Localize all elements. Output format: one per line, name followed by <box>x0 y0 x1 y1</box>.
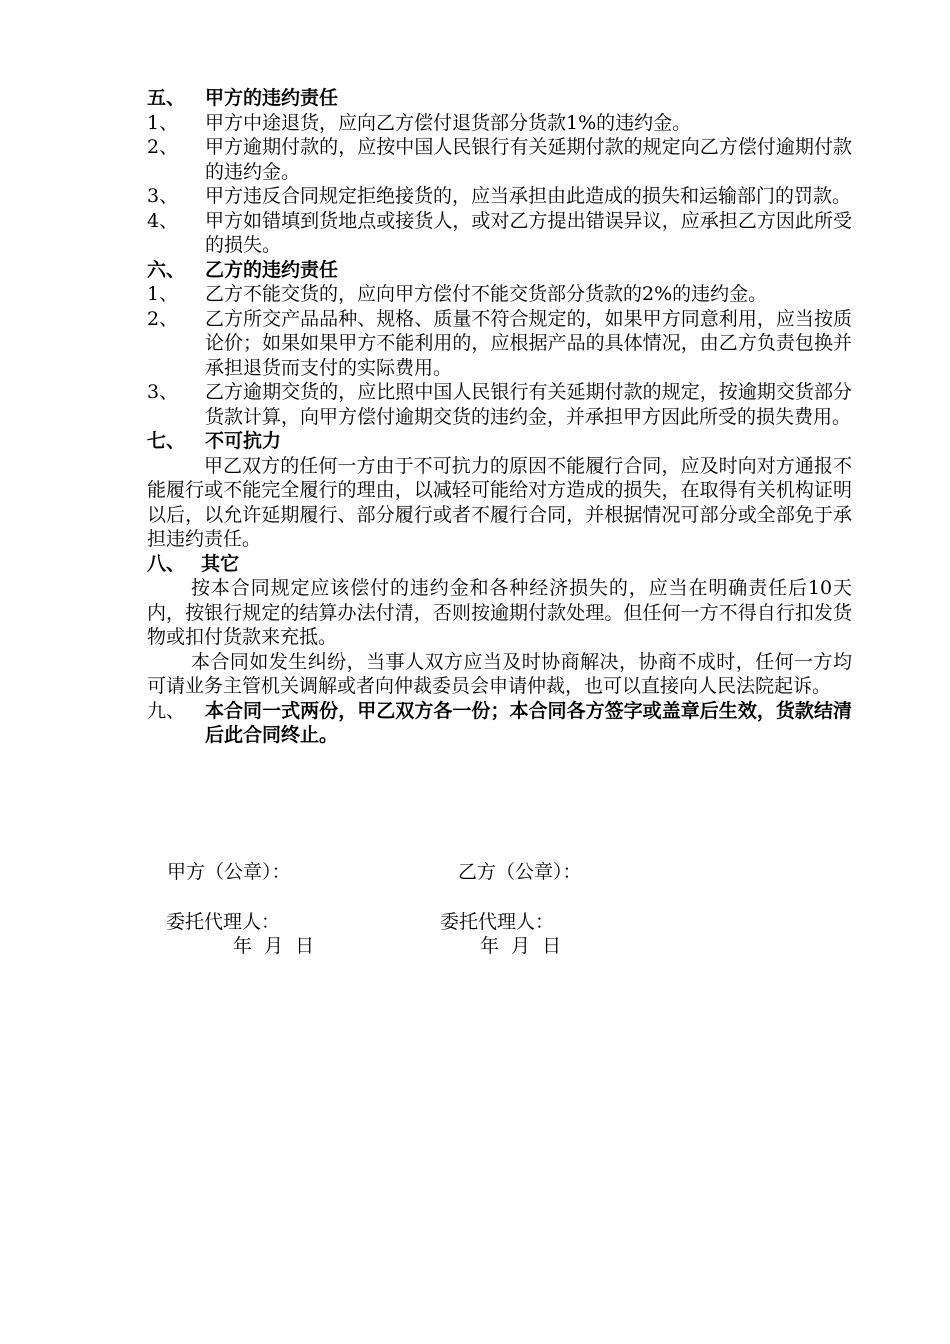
item-number: 2、 <box>147 136 179 158</box>
party-b-seal-label: 乙方（公章）： <box>458 861 582 883</box>
section-number: 八、 <box>147 552 186 575</box>
item-number: 2、 <box>147 307 179 330</box>
item-number: 4、 <box>147 209 179 232</box>
section-number: 七、 <box>147 430 186 452</box>
item-number: 1、 <box>147 283 179 305</box>
party-b-date: 年 月 日 <box>480 935 562 957</box>
section-title: 甲方的违约责任 <box>205 87 339 109</box>
item-number: 3、 <box>147 381 179 403</box>
other-paragraph-2: 本合同如发生纠纷，当事人双方应当及时协商解决，协商不成时，任何一方均可请业务主管机关调解或者向仲裁委员会申请仲裁，也可以直接向人民法院起诉。 <box>147 650 852 697</box>
item-text: 甲方逾期付款的，应按中国人民银行有关延期付款的规定向乙方偿付逾期付款的违约金。 <box>205 136 852 183</box>
other-paragraph-1: 按本合同规定应该偿付的违约金和各种经济损失的，应当在明确责任后10天内，按银行规定的结算办法付清，否则按逾期付款处理。但任何一方不得自行扣发货物或扣付货款来充抵。 <box>147 577 852 648</box>
item-number: 3、 <box>147 185 179 207</box>
section-8-heading <box>147 552 852 577</box>
section-9 <box>147 699 852 748</box>
item-text: 甲方如错填到货地点或接货人，或对乙方提出错误异议，应承担乙方因此所受的损失。 <box>205 209 852 256</box>
party-b-agent-label: 委托代理人： <box>440 911 555 933</box>
list-item <box>147 135 852 184</box>
list-item <box>147 209 852 258</box>
force-majeure-paragraph: 甲乙双方的任何一方由于不可抗力的原因不能履行合同，应及时向对方通报不能履行或不能完全履行的理由，以减轻可能给对方造成的损失，在取得有关机构证明以后，以允许延期履行、部分履行或者不履行合同，并根据情况可部分或全部免于承担违约责任。 <box>147 454 852 550</box>
party-a-agent-label: 委托代理人： <box>166 911 281 933</box>
list-item <box>147 111 852 136</box>
list-item <box>147 380 852 429</box>
item-text: 甲方违反合同规定拒绝接货的，应当承担由此造成的损失和运输部门的罚款。 <box>205 185 852 207</box>
party-a-seal-label: 甲方（公章）： <box>167 861 291 883</box>
item-text: 乙方不能交货的，应向甲方偿付不能交货部分货款的2%的违约金。 <box>205 283 768 305</box>
list-item <box>147 184 852 209</box>
section-number: 六、 <box>147 258 186 281</box>
section-title: 其它 <box>201 552 240 575</box>
section-5-heading <box>147 86 852 111</box>
section-9-text: 本合同一式两份，甲乙双方各一份；本合同各方签字或盖章后生效，货款结清后此合同终止。 <box>205 699 852 746</box>
section-7-heading <box>147 429 852 454</box>
contract-body <box>147 86 852 748</box>
item-text: 乙方逾期交货的，应比照中国人民银行有关延期付款的规定，按逾期交货部分货款计算，向甲方偿付逾期交货的违约金，并承担甲方因此所受的损失费用。 <box>205 381 852 428</box>
item-text: 甲方中途退货，应向乙方偿付退货部分货款1%的违约金。 <box>205 111 692 134</box>
party-a-date: 年 月 日 <box>233 935 315 957</box>
list-item <box>147 307 852 381</box>
section-title: 不可抗力 <box>205 430 282 452</box>
section-6-heading <box>147 258 852 283</box>
list-item <box>147 282 852 307</box>
item-text: 乙方所交产品品种、规格、质量不符合规定的，如果甲方同意利用，应当按质论价；如果如果甲方不能利用的，应根据产品的具体情况，由乙方负责包换并承担退货而支付的实际费用。 <box>205 307 852 379</box>
section-number: 五、 <box>147 87 186 109</box>
item-number: 1、 <box>147 111 179 134</box>
section-number: 九、 <box>147 699 186 722</box>
section-title: 乙方的违约责任 <box>205 258 339 281</box>
